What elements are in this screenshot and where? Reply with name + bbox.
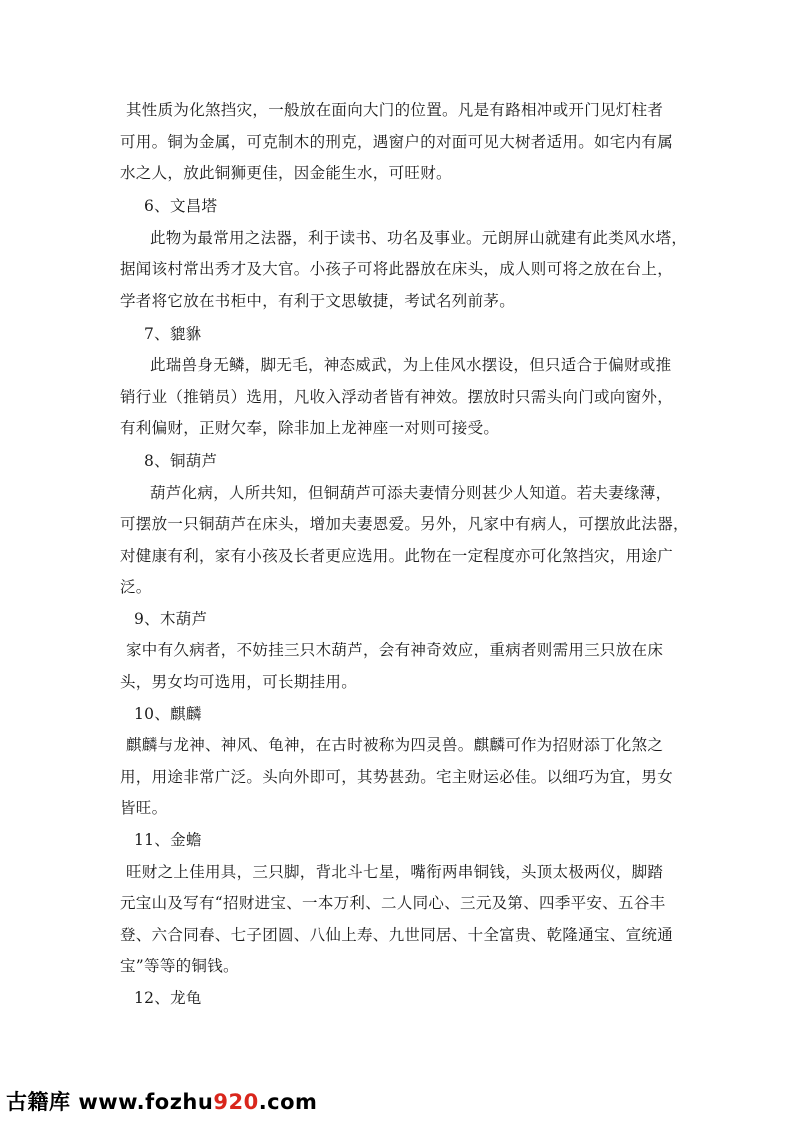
paragraph-line: 旺财之上佳用具，三只脚，背北斗七星，嘴衔两串铜钱，头顶太极两仪，脚踏	[126, 863, 664, 881]
section-heading: 6、文昌塔	[144, 197, 218, 215]
paragraph-line: 宝”等等的铜钱。	[120, 957, 239, 975]
paragraph-line: 此瑞兽身无鳞，脚无毛，神态威武，为上佳风水摆设，但只适合于偏财或推	[150, 356, 672, 374]
site-url[interactable]	[78, 1090, 317, 1114]
section-heading: 11、金蟾	[134, 831, 202, 849]
site-name: 古籍库	[6, 1090, 71, 1114]
section-heading: 9、木葫芦	[134, 610, 208, 628]
paragraph-line: 此物为最常用之法器，利于读书、功名及事业。元朗屏山就建有此类风水塔，	[150, 229, 688, 247]
paragraph-line: 登、六合同春、七子团圆、八仙上寿、九世同居、十全富贵、乾隆通宝、宣统通	[120, 926, 674, 944]
paragraph-line: 元宝山及写有“招财进宝、一本万利、二人同心、三元及第、四季平安、五谷丰	[120, 894, 666, 912]
paragraph-line: 用，用途非常广泛。头向外即可，其势甚劲。宅主财运必佳。以细巧为宜，男女	[120, 768, 674, 786]
footer-watermark	[6, 1086, 317, 1116]
section-heading: 8、铜葫芦	[144, 452, 218, 470]
paragraph-line: 葫芦化病，人所共知，但铜葫芦可添夫妻情分则甚少人知道。若夫妻缘薄，	[150, 484, 672, 502]
paragraph-line: 可用。铜为金属，可克制木的刑克，遇窗户的对面可见大树者适用。如宅内有属	[120, 133, 674, 151]
paragraph-line: 家中有久病者，不妨挂三只木葫芦，会有神奇效应，重病者则需用三只放在床	[126, 641, 664, 659]
section-heading: 7、貔貅	[144, 325, 202, 343]
url-part-2: 920	[213, 1090, 259, 1114]
url-part-1: www.fozhu	[78, 1090, 214, 1114]
paragraph-line: 水之人，放此铜狮更佳，因金能生水，可旺财。	[120, 164, 452, 182]
paragraph-line: 对健康有利，家有小孩及长者更应选用。此物在一定程度亦可化煞挡灾，用途广	[120, 547, 674, 565]
paragraph-line: 可摆放一只铜葫芦在床头，增加夫妻恩爱。另外，凡家中有病人，可摆放此法器，	[120, 515, 689, 533]
paragraph-line: 皆旺。	[120, 799, 168, 817]
url-part-3: .com	[258, 1090, 318, 1114]
section-heading: 12、龙龟	[134, 989, 202, 1007]
section-heading: 10、麒麟	[134, 705, 202, 723]
paragraph-line: 据闻该村常出秀才及大官。小孩子可将此器放在床头，成人则可将之放在台上，	[120, 260, 674, 278]
paragraph-line: 泛。	[120, 578, 152, 596]
paragraph-line: 头，男女均可选用，可长期挂用。	[120, 673, 358, 691]
paragraph-line: 其性质为化煞挡灾，一般放在面向大门的位置。凡是有路相冲或开门见灯柱者	[126, 101, 664, 119]
paragraph-line: 麒麟与龙神、神风、龟神，在古时被称为四灵兽。麒麟可作为招财添丁化煞之	[126, 736, 664, 754]
paragraph-line: 销行业（推销员）选用，凡收入浮动者皆有神效。摆放时只需头向门或向窗外，	[120, 388, 674, 406]
paragraph-line: 学者将它放在书柜中，有利于文思敏捷，考试名列前茅。	[120, 292, 516, 310]
paragraph-line: 有利偏财，正财欠奉，除非加上龙神座一对则可接受。	[120, 419, 500, 437]
